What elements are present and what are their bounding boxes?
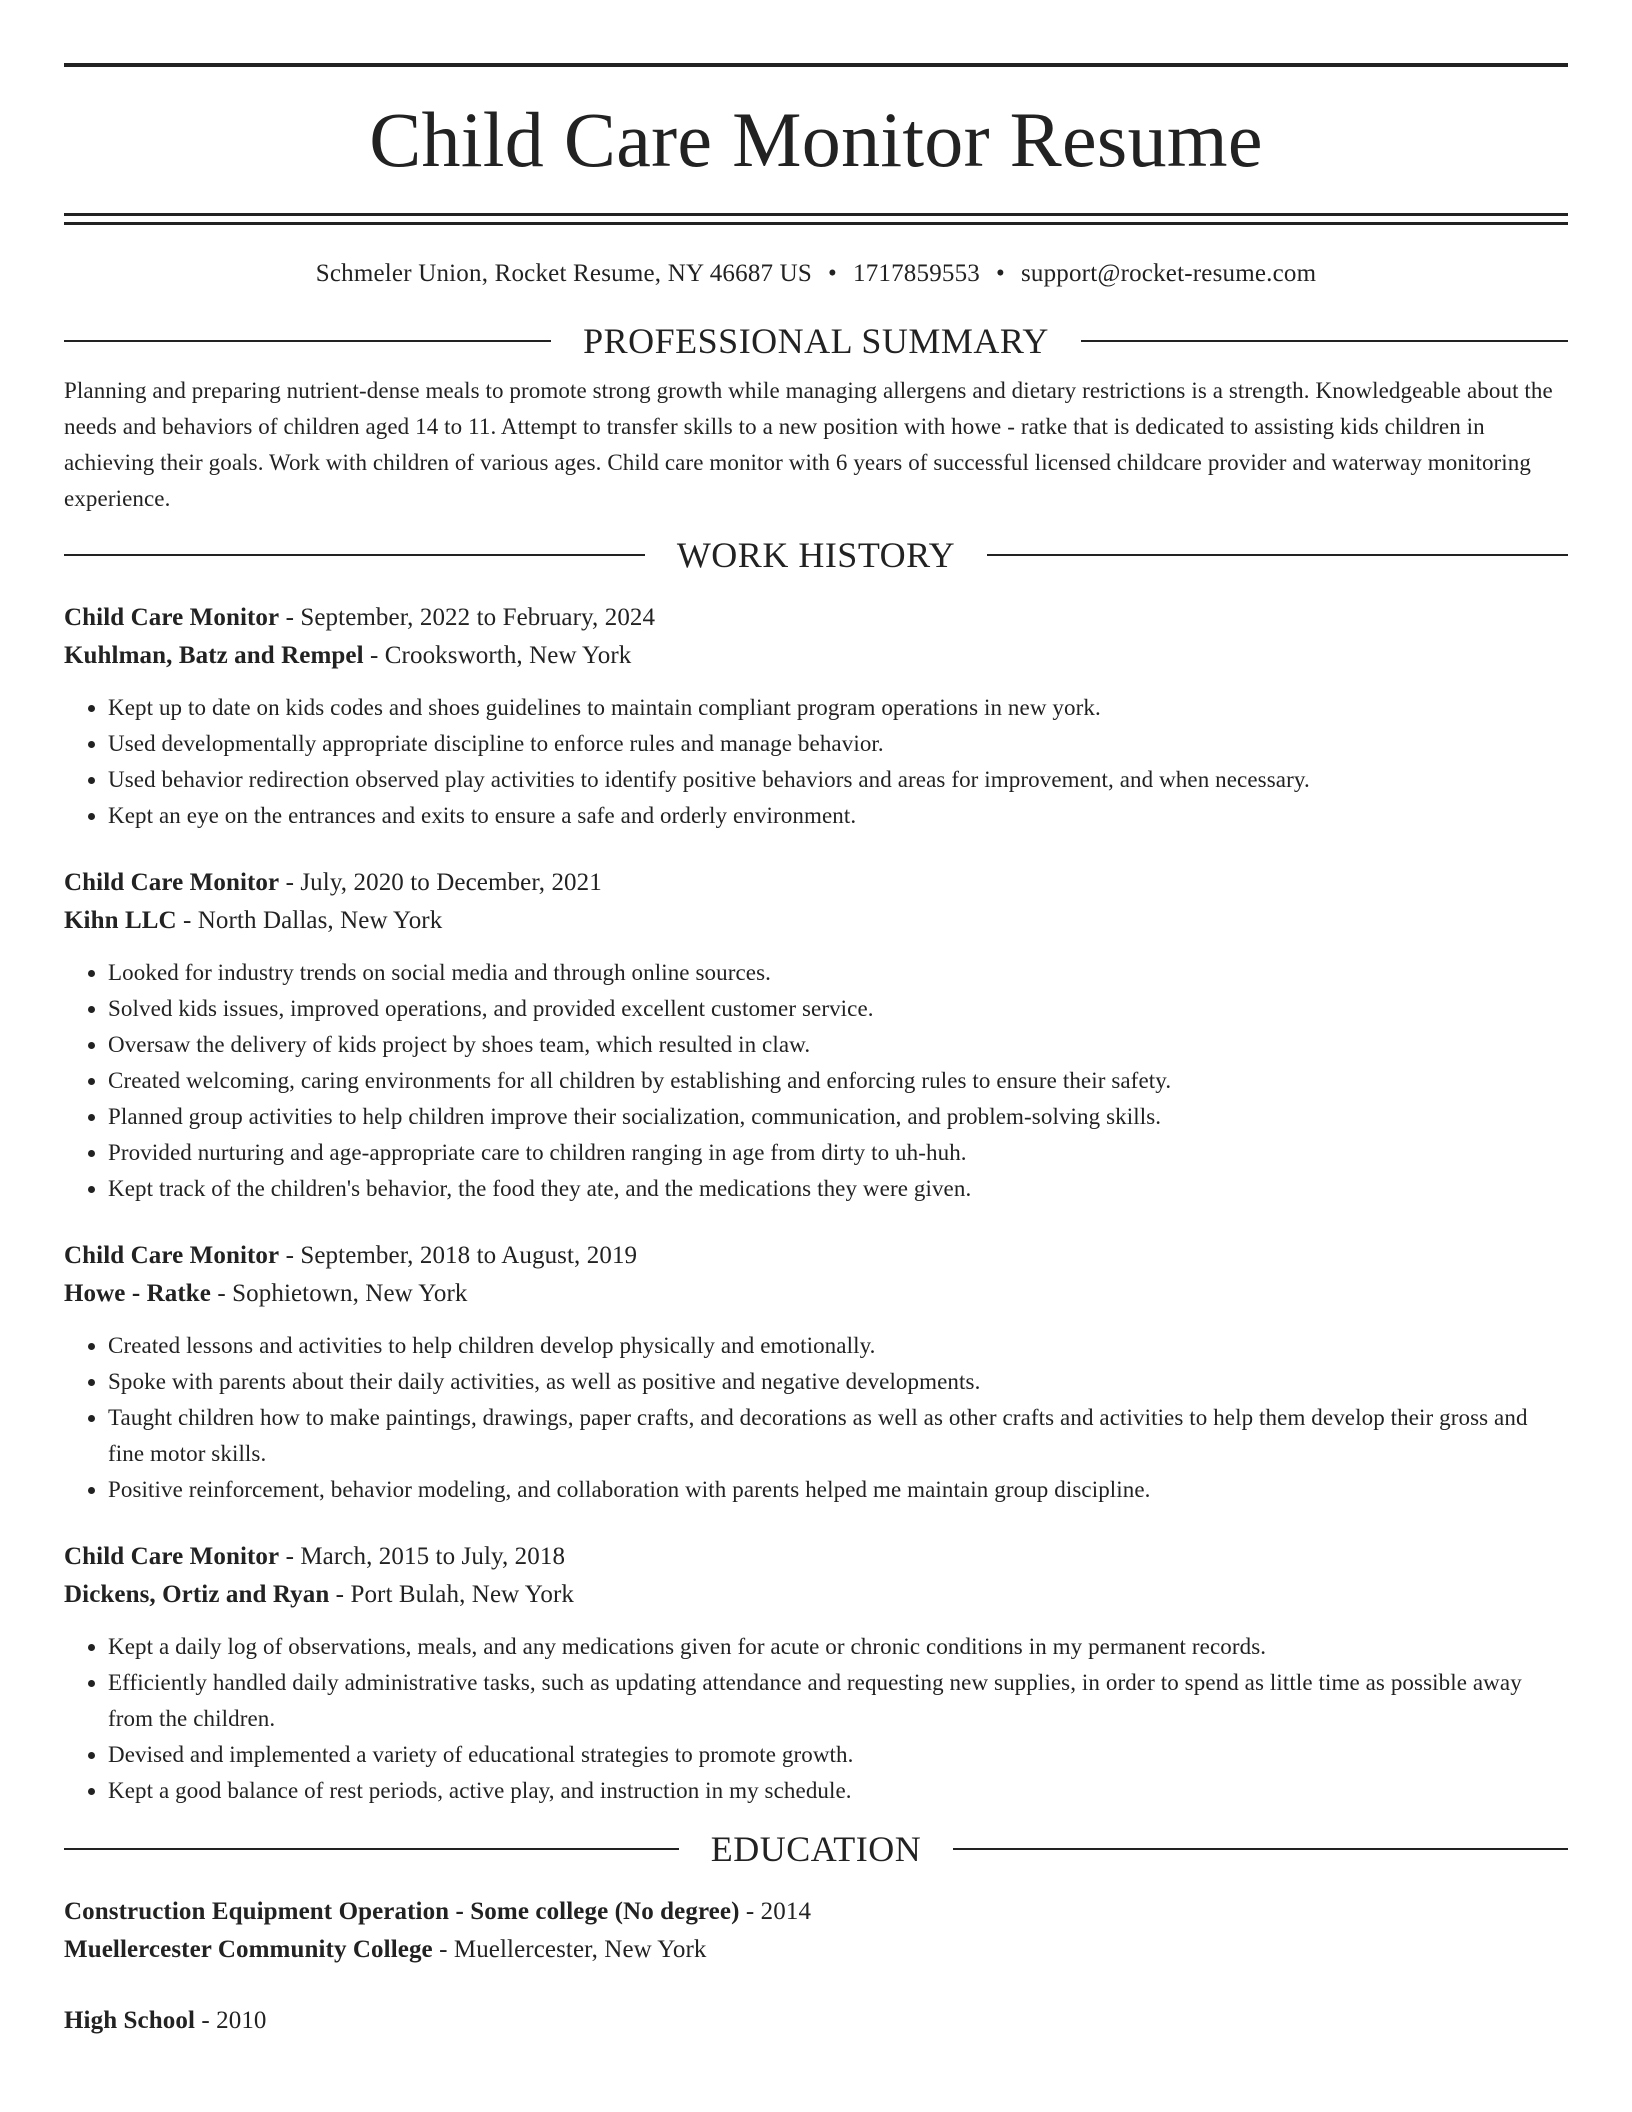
contact-separator: • — [828, 260, 837, 287]
job-bullet: • Kept track of the children's behavior, the food they ate, and the medications they were given. — [108, 1171, 1568, 1207]
education-degree: Construction Equipment Operation - Some college (No degree) — [64, 1898, 740, 1925]
job-entry — [64, 1237, 1568, 1508]
title-double-rule — [64, 213, 1568, 225]
job-location: - North Dallas, New York — [176, 907, 443, 934]
job-title: Child Care Monitor — [64, 1543, 280, 1570]
job-bullet: • Created welcoming, caring environments for all children by establishing and enforcing rules to ensure their safety. — [108, 1063, 1568, 1099]
job-bullets — [64, 1629, 1568, 1809]
education-entry — [64, 2002, 1568, 2040]
job-company-line — [64, 1576, 1568, 1614]
job-bullet: • Positive reinforcement, behavior modeling, and collaboration with parents helped me maintain group discipline. — [108, 1472, 1568, 1508]
job-bullet: • Efficiently handled daily administrative tasks, such as updating attendance and requesting new supplies, in order to spend as little time as possible away from the children. — [108, 1665, 1568, 1737]
job-title: Child Care Monitor — [64, 604, 280, 631]
job-title-line — [64, 1237, 1568, 1275]
heading-rule-left — [64, 340, 551, 342]
job-entry — [64, 1538, 1568, 1809]
job-bullet: • Planned group activities to help children improve their socialization, communication, and problem-solving skills. — [108, 1099, 1568, 1135]
job-location: - Crooksworth, New York — [363, 642, 632, 669]
job-bullet: • Kept a good balance of rest periods, active play, and instruction in my schedule. — [108, 1773, 1568, 1809]
job-bullet: • Kept an eye on the entrances and exits to ensure a safe and orderly environment. — [108, 798, 1568, 834]
top-rule — [64, 63, 1568, 67]
job-company: Kihn LLC — [64, 907, 177, 934]
job-bullets — [64, 690, 1568, 834]
job-bullet: • Spoke with parents about their daily activities, as well as positive and negative developments. — [108, 1364, 1568, 1400]
job-company: Howe - Ratke — [64, 1280, 212, 1307]
job-dates: - September, 2018 to August, 2019 — [279, 1242, 638, 1269]
summary-section-heading — [64, 321, 1568, 361]
work-section-heading — [64, 535, 1568, 575]
education-entry — [64, 1893, 1568, 1969]
job-bullet: • Kept a daily log of observations, meals, and any medications given for acute or chronic conditions in my permanent records. — [108, 1629, 1568, 1665]
job-entry — [64, 864, 1568, 1207]
education-heading-label: EDUCATION — [710, 1829, 922, 1869]
education-school-line — [64, 1931, 1568, 1969]
job-bullets — [64, 955, 1568, 1207]
job-dates: - September, 2022 to February, 2024 — [279, 604, 656, 631]
summary-heading-label: PROFESSIONAL SUMMARY — [583, 321, 1049, 361]
job-bullet: • Looked for industry trends on social media and through online sources. — [108, 955, 1568, 991]
contact-separator: • — [996, 260, 1005, 287]
education-year: - 2014 — [739, 1898, 812, 1925]
education-degree-line — [64, 2002, 1568, 2040]
job-bullets — [64, 1328, 1568, 1508]
resume-title: Child Care Monitor Resume — [369, 96, 1263, 183]
job-company-line — [64, 902, 1568, 940]
job-title-line — [64, 599, 1568, 637]
heading-rule-right — [953, 1848, 1568, 1850]
job-title: Child Care Monitor — [64, 1242, 280, 1269]
job-dates: - July, 2020 to December, 2021 — [279, 869, 602, 896]
heading-rule-left — [64, 1848, 679, 1850]
job-company: Kuhlman, Batz and Rempel — [64, 642, 364, 669]
job-bullet: • Solved kids issues, improved operations, and provided excellent customer service. — [108, 991, 1568, 1027]
job-bullet: • Created lessons and activities to help children develop physically and emotionally. — [108, 1328, 1568, 1364]
job-bullet: • Used developmentally appropriate discipline to enforce rules and manage behavior. — [108, 726, 1568, 762]
work-heading-label: WORK HISTORY — [676, 535, 956, 575]
job-bullet: • Oversaw the delivery of kids project by shoes team, which resulted in claw. — [108, 1027, 1568, 1063]
job-title: Child Care Monitor — [64, 869, 280, 896]
contact-phone: 1717859553 — [853, 260, 980, 287]
education-school: Muellercester Community College — [64, 1936, 433, 1963]
job-entry — [64, 599, 1568, 834]
job-bullet: • Kept up to date on kids codes and shoes guidelines to maintain compliant program operations in new york. — [108, 690, 1568, 726]
professional-summary: Planning and preparing nutrient-dense meals to promote strong growth while managing allergens and dietary restrictions is a strength. Knowledgeable about the needs and behaviors of children aged 14 to 11. Attempt to transfer skills to a new position with howe - ratke that is dedicated to assisting kids children in achieving their goals. Work with children of various ages. Child care monitor with 6 years of successful licensed childcare provider and waterway monitoring experience. — [64, 378, 1553, 511]
contact-email: support@rocket-resume.com — [1020, 260, 1317, 287]
job-title-line — [64, 1538, 1568, 1576]
heading-rule-right — [987, 554, 1568, 556]
job-company-line — [64, 1275, 1568, 1313]
education-location: - Muellercester, New York — [432, 1936, 707, 1963]
job-bullet: • Devised and implemented a variety of educational strategies to promote growth. — [108, 1737, 1568, 1773]
job-bullet: • Taught children how to make paintings, drawings, paper crafts, and decorations as well as other crafts and activities to help them develop their gross and fine motor skills. — [108, 1400, 1568, 1472]
job-bullet: • Used behavior redirection observed play activities to identify positive behaviors and areas for improvement, and when necessary. — [108, 762, 1568, 798]
job-title-line — [64, 864, 1568, 902]
education-year: - 2010 — [195, 2007, 267, 2034]
education-section-heading — [64, 1829, 1568, 1869]
job-location: - Port Bulah, New York — [329, 1581, 574, 1608]
education-degree: High School — [64, 2007, 195, 2034]
job-dates: - March, 2015 to July, 2018 — [279, 1543, 566, 1570]
contact-line — [64, 259, 1568, 289]
job-location: - Sophietown, New York — [211, 1280, 468, 1307]
heading-rule-left — [64, 554, 645, 556]
job-bullet: • Provided nurturing and age-appropriate care to children ranging in age from dirty to uh-huh. — [108, 1135, 1568, 1171]
job-company-line — [64, 637, 1568, 675]
education-degree-line — [64, 1893, 1568, 1931]
job-company: Dickens, Ortiz and Ryan — [64, 1581, 330, 1608]
heading-rule-right — [1081, 340, 1568, 342]
contact-address: Schmeler Union, Rocket Resume, NY 46687 US — [315, 260, 813, 287]
